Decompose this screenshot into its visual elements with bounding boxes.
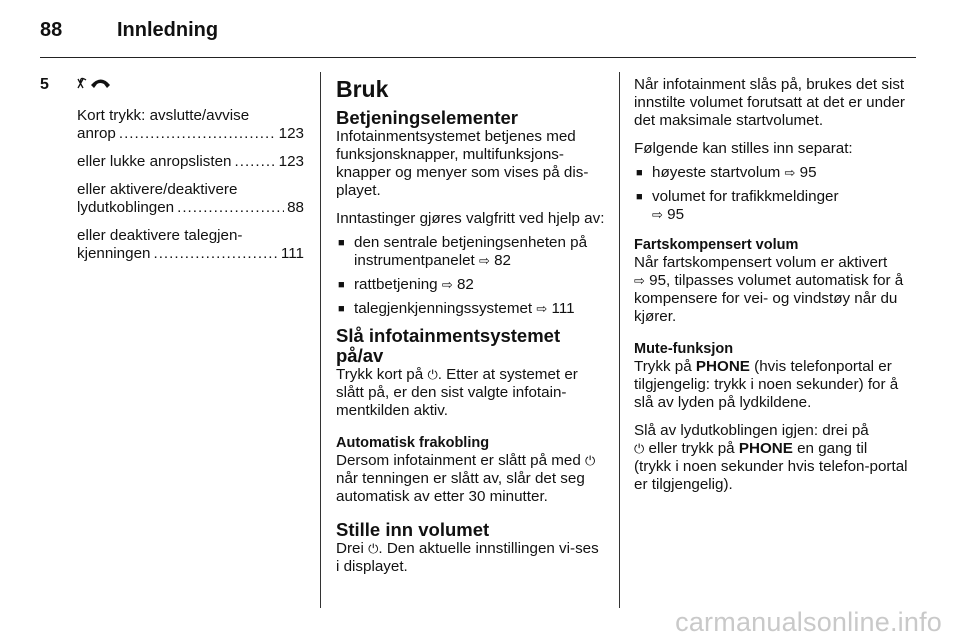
dot-leaders <box>235 153 276 171</box>
watermark: carmanualsonline.info <box>675 607 942 637</box>
ref-label: eller lukke anropslisten <box>77 153 232 170</box>
ref-line: eller aktivere/deaktivere <box>77 181 238 198</box>
ref-line: eller deaktivere talegjen- <box>77 227 243 244</box>
page-number: 88 <box>40 19 63 41</box>
reference-arrow-icon: ⇨ <box>652 207 663 222</box>
chapter-title: Innledning <box>117 19 219 41</box>
dot-leaders <box>177 199 284 217</box>
section-heading: Bruk <box>336 76 389 102</box>
reference-arrow-icon: ⇨ <box>441 277 453 292</box>
bullet-list <box>634 164 908 224</box>
item-5-intro: Kort trykk: avslutte/avvise <box>77 107 250 124</box>
column-1 <box>40 76 304 273</box>
reference-arrow-icon: ⇨ <box>478 253 490 268</box>
ref-row <box>77 199 304 217</box>
paragraph: Følgende kan stilles inn separat: <box>634 140 853 157</box>
reference-arrow-icon: ⇨ <box>536 301 548 316</box>
item-number: 5 <box>40 76 49 93</box>
subsection-heading: Stille inn volumet <box>336 519 490 540</box>
ref-label: kjenningen <box>77 245 151 262</box>
column-3 <box>634 76 908 504</box>
list-item: ■ høyeste startvolum ⇨ 95 <box>634 164 908 182</box>
list-item: ■ rattbetjening ⇨ 82 <box>336 276 606 294</box>
page-reference[interactable]: ⇨ 95 <box>634 272 667 289</box>
reference-arrow-icon: ⇨ <box>784 165 796 180</box>
subsection-heading: Betjeningselementer <box>336 107 518 128</box>
power-icon: ⏻ <box>634 441 645 456</box>
subsection-heading: Slå infotainmentsystemet på/av <box>336 325 561 366</box>
paragraph: Trykk på PHONE (hvis telefonportal er tilgjengelig: trykk i noen sekunder) for å slå av lyden på lydkildene. <box>634 358 899 411</box>
power-icon: ⏻ <box>585 453 596 468</box>
ref-row <box>77 153 304 171</box>
list-item: ■ volumet for trafikkmeldinger ⇨ 95 <box>634 188 908 224</box>
minor-heading: Automatisk frakobling <box>336 435 490 451</box>
ref-label: lydutkoblingen <box>77 199 175 216</box>
column-divider <box>320 72 321 608</box>
dot-leaders <box>153 245 277 263</box>
item-5-header <box>40 76 304 95</box>
page-reference[interactable]: ⇨ 111 <box>536 300 575 317</box>
page-reference[interactable]: ⇨ 95 <box>652 206 685 223</box>
column-2 <box>336 76 606 586</box>
reference-arrow-icon: ⇨ <box>634 273 645 288</box>
ref-row <box>77 125 304 143</box>
minor-heading: Fartskompensert volum <box>634 237 799 253</box>
ref-page[interactable]: 123 <box>278 125 304 142</box>
page-reference[interactable]: ⇨ 82 <box>478 252 512 269</box>
ref-page[interactable]: 111 <box>280 245 304 262</box>
list-item: ■ den sentrale betjeningsenheten på instrumentpanelet ⇨ 82 <box>336 234 606 270</box>
paragraph: Trykk kort på ⏻. Etter at systemet er slått på, er den sist valgte infotain-mentkilden aktiv. <box>336 366 578 419</box>
power-icon: ⏻ <box>368 541 379 556</box>
ref-page[interactable]: 88 <box>287 199 304 216</box>
paragraph: Når fartskompensert volum er aktivert ⇨ 95, tilpasses volumet automatisk for å kompensere for vei- og vindstøy når du kjører. <box>634 254 904 325</box>
phone-button-label: PHONE <box>738 440 793 457</box>
paragraph: Inntastinger gjøres valgfritt ved hjelp av: <box>336 210 605 227</box>
column-divider <box>619 72 620 608</box>
ref-row <box>77 245 304 263</box>
power-icon: ⏻ <box>427 367 438 382</box>
page-reference[interactable]: ⇨ 95 <box>784 164 817 181</box>
phone-hangup-icon <box>77 76 111 95</box>
paragraph: Dersom infotainment er slått på med ⏻ når tenningen er slått av, slår det seg automatisk av etter 30 minutter. <box>336 452 596 505</box>
minor-heading: Mute-funksjon <box>634 341 734 357</box>
paragraph: Infotainmentsystemet betjenes med funksjonsknapper, multifunksjons-knapper og menyer som vises på dis-playet. <box>336 128 589 199</box>
ref-page[interactable]: 123 <box>278 153 304 170</box>
dot-leaders <box>119 125 276 143</box>
phone-button-label: PHONE <box>695 358 750 375</box>
paragraph: Drei ⏻. Den aktuelle innstillingen vi-ses i displayet. <box>336 540 599 575</box>
paragraph: Når infotainment slås på, brukes det sist innstilte volumet forutsatt at det er under det maksimale startvolumet. <box>634 76 905 129</box>
bullet-list <box>336 234 606 318</box>
list-item: ■ talegjenkjenningssystemet ⇨ 111 <box>336 300 606 318</box>
header-rule <box>40 57 916 58</box>
page-reference[interactable]: ⇨ 82 <box>441 276 474 293</box>
paragraph: Slå av lydutkoblingen igjen: drei på ⏻ eller trykk på PHONE en gang til (trykk i noen sekunder hvis telefon-portal er tilgjengelig). <box>634 422 908 493</box>
ref-label: anrop <box>77 125 116 142</box>
